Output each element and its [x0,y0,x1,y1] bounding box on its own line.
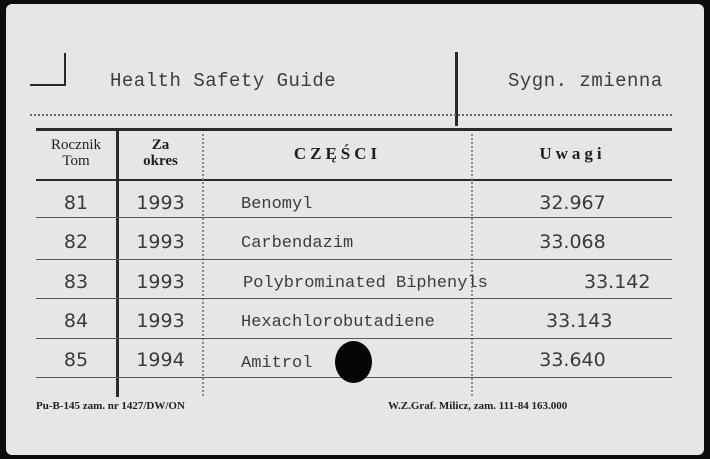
header-rocznik [36,137,116,169]
row-2-uwagi: 33.068 [539,231,606,253]
header-czesci: CZĘŚCI [293,144,382,163]
row-rule-1 [36,217,672,218]
header-uwagi: Uwagi [539,144,606,163]
row-1-tom: 81 [63,192,89,214]
row-3-tom: 83 [63,271,89,293]
header-za-okres [119,137,202,169]
footer-right: W.Z.Graf. Milicz, zam. 111-84 163.000 [388,400,568,412]
row-5-tom: 85 [63,349,89,371]
card-title: Health Safety Guide [110,70,337,92]
row-rule-2 [36,259,672,260]
header-rocznik-line1: Rocznik [51,137,101,153]
row-2-okres: 1993 [136,231,185,253]
punch-hole [335,341,372,383]
table-top-rule [36,128,672,131]
column-divider-okres [202,134,204,396]
row-3-uwagi: 33.142 [584,271,651,293]
header-rocznik-line2: Tom [62,153,90,169]
table-header-rule [36,179,672,181]
row-5-uwagi: 33.640 [539,349,606,371]
row-5-okres: 1994 [136,349,185,371]
header-dotted-rule [30,114,672,116]
header-mark-horizontal [30,84,66,86]
header-mark-vertical [64,53,66,86]
footer-left: Pu-B-145 zam. nr 1427/DW/ON [36,400,185,412]
row-2-tom: 82 [63,231,89,253]
row-2-czesci: Carbendazim [241,234,354,253]
row-1-uwagi: 32.967 [539,192,606,214]
row-rule-4 [36,338,672,339]
signature-label: Sygn. zmienna [508,70,663,92]
row-5-czesci: Amitrol [241,354,313,373]
catalog-card [6,4,704,455]
row-1-okres: 1993 [136,192,185,214]
row-4-czesci: Hexachlorobutadiene [241,313,435,332]
row-4-tom: 84 [63,310,89,332]
row-rule-3 [36,298,672,299]
row-4-okres: 1993 [136,310,185,332]
row-4-uwagi: 33.143 [546,310,613,332]
row-3-okres: 1993 [136,271,185,293]
row-1-czesci: Benomyl [241,195,313,214]
header-za-line1: Za [151,137,170,153]
header-za-line2: okres [143,153,178,169]
row-3-czesci: Polybrominated Biphenyls [243,274,488,293]
